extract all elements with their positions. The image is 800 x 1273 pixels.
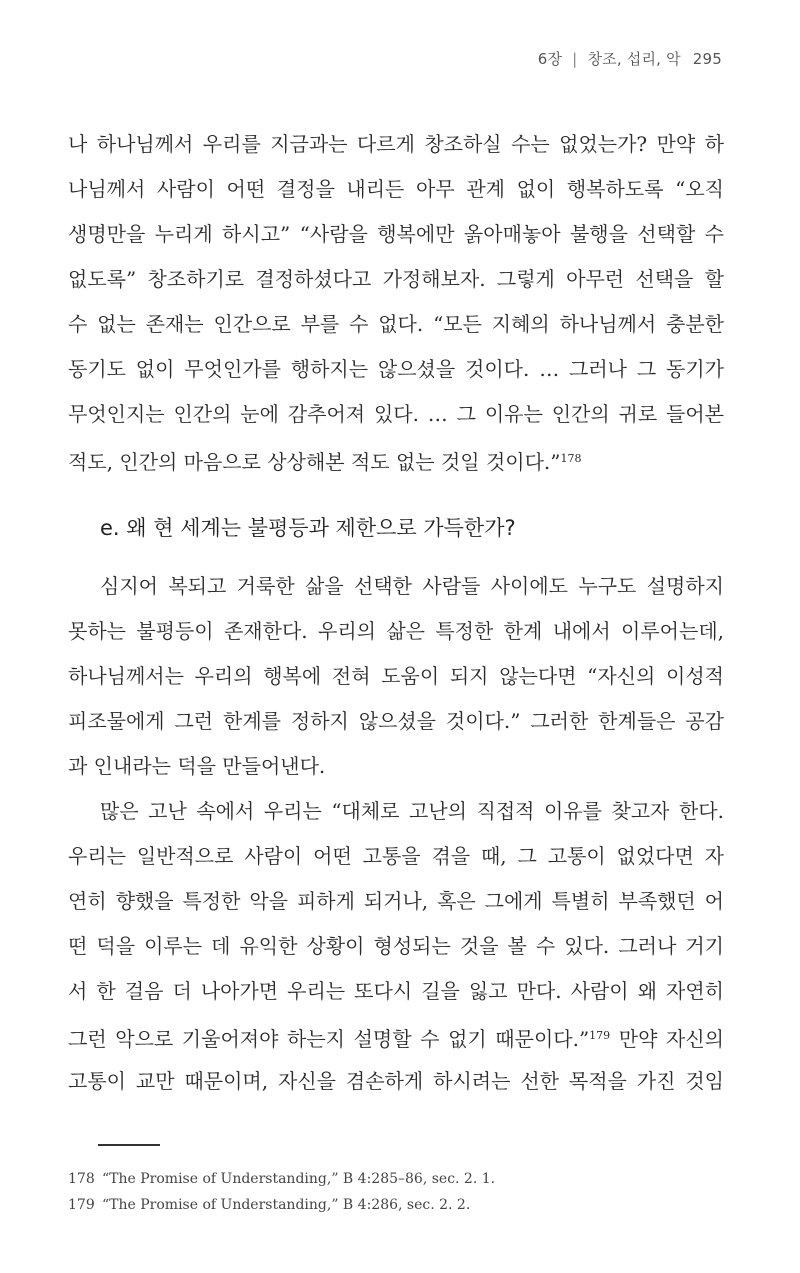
text-line: 하나님께서는 우리의 행복에 전혀 도움이 되지 않는다면 “자신의 이성적 (68, 664, 724, 688)
section-subheading: e. 왜 현 세계는 불평등과 제한으로 가득한가? (100, 516, 516, 540)
text-line (68, 1024, 724, 1051)
footnote-divider (98, 1144, 160, 1146)
text-line: 서 한 걸음 더 나아가면 우리는 또다시 길을 잃고 만다. 사람이 왜 자연히 (68, 979, 724, 1003)
text-line: 심지어 복되고 거룩한 삶을 선택한 사람들 사이에도 누구도 설명하지 (100, 574, 724, 598)
text-line: 떤 덕을 이루는 데 유익한 상황이 형성되는 것을 볼 수 있다. 그러나 거기 (68, 934, 724, 958)
text-line-content: 그런 악으로 기울어져야 하는지 설명할 수 없기 때문이다.” (68, 1027, 590, 1051)
chapter-label: 6장 (537, 50, 563, 68)
text-line: 수 없는 존재는 인간으로 부를 수 없다. “모든 지혜의 하나님께서 충분한 (68, 312, 724, 336)
footnote-ref-178: 178 (560, 452, 582, 465)
text-line-content: 적도, 인간의 마음으로 상상해본 적도 없는 것일 것이다.” (68, 450, 561, 474)
text-line (68, 447, 724, 474)
text-line: 없도록” 창조하기로 결정하셨다고 가정해보자. 그렇게 아무런 선택을 할 (68, 267, 724, 291)
text-line: 피조물에게 그런 한계를 정하지 않으셨을 것이다.” 그러한 한계들은 공감 (68, 709, 724, 733)
footnote-number: 179 (68, 1197, 95, 1213)
footnote-178 (68, 1170, 495, 1188)
running-header (538, 48, 722, 69)
footnote-text: “The Promise of Understanding,” B 4:285–86, sec. 2. 1. (102, 1171, 496, 1187)
page-number: 295 (692, 50, 722, 68)
text-line: 생명만을 누리게 하시고” “사람을 행복에만 옭아매놓아 불행을 선택할 수 (68, 222, 724, 246)
chapter-title: 창조, 섭리, 악 (587, 50, 681, 68)
header-separator: | (572, 50, 578, 68)
text-line: 못하는 불평등이 존재한다. 우리의 삶은 특정한 한계 내에서 이루어는데, (68, 619, 724, 643)
text-line: 무엇인지는 인간의 눈에 감추어져 있다. … 그 이유는 인간의 귀로 들어본 (68, 402, 724, 426)
text-line: 나 하나님께서 우리를 지금과는 다르게 창조하실 수는 없었는가? 만약 하 (68, 132, 724, 156)
footnote-number: 178 (68, 1171, 95, 1187)
text-line-tail: 만약 자신의 (610, 1027, 724, 1051)
text-line: 고통이 교만 때문이며, 자신을 겸손하게 하시려는 선한 목적을 가진 것임 (68, 1069, 724, 1093)
text-line: 동기도 없이 무엇인가를 행하지는 않으셨을 것이다. … 그러나 그 동기가 (68, 357, 724, 381)
text-line: 많은 고난 속에서 우리는 “대체로 고난의 직접적 이유를 찾고자 한다. (100, 799, 724, 823)
text-line: 연히 향했을 특정한 악을 피하게 되거나, 혹은 그에게 특별히 부족했던 어 (68, 889, 724, 913)
text-line: 우리는 일반적으로 사람이 어떤 고통을 겪을 때, 그 고통이 없었다면 자 (68, 844, 724, 868)
footnote-text: “The Promise of Understanding,” B 4:286, sec. 2. 2. (102, 1197, 471, 1213)
footnote-ref-179: 179 (589, 1029, 611, 1042)
text-line: 나님께서 사람이 어떤 결정을 내리든 아무 관계 없이 행복하도록 “오직 (68, 177, 724, 201)
text-line: 과 인내라는 덕을 만들어낸다. (68, 754, 326, 778)
footnote-179 (68, 1196, 470, 1214)
